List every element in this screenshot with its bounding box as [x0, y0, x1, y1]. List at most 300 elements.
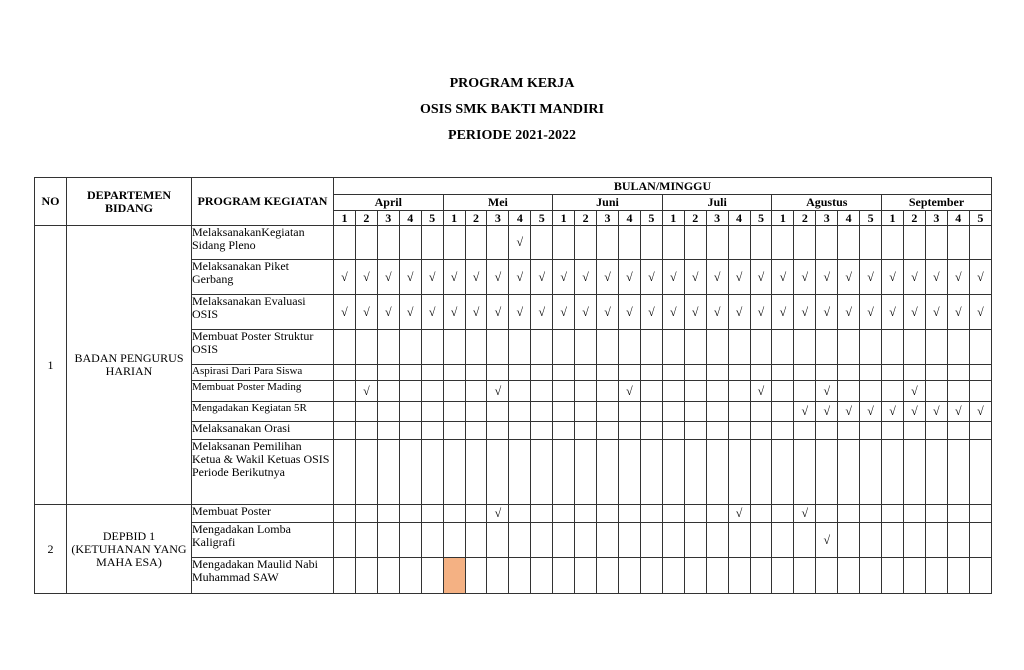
work-program-table: [34, 177, 992, 594]
week-cell: [838, 422, 860, 440]
week-cell: [355, 523, 377, 558]
week-cell: [947, 505, 969, 523]
week-cell: [794, 422, 816, 440]
week-cell: [640, 365, 662, 381]
table-row: [35, 226, 992, 260]
week-cell: [640, 523, 662, 558]
check-mark: √: [618, 381, 640, 402]
check-mark: √: [553, 295, 575, 330]
check-mark: √: [443, 295, 465, 330]
week-header: 4: [618, 211, 640, 226]
week-cell: [728, 381, 750, 402]
week-cell: [618, 330, 640, 365]
week-cell: [794, 330, 816, 365]
month-header: Agustus: [772, 195, 882, 211]
week-cell: [925, 365, 947, 381]
week-cell: [618, 226, 640, 260]
week-cell: [860, 523, 882, 558]
check-mark: √: [772, 260, 794, 295]
group-number: 2: [35, 505, 67, 594]
week-cell: [794, 523, 816, 558]
week-cell: [355, 440, 377, 505]
week-cell: [575, 440, 597, 505]
check-mark: √: [509, 295, 531, 330]
week-cell: [553, 402, 575, 422]
check-mark: √: [838, 402, 860, 422]
check-mark: √: [355, 381, 377, 402]
check-mark: √: [860, 295, 882, 330]
week-cell: [399, 422, 421, 440]
week-cell: [465, 422, 487, 440]
check-mark: √: [355, 260, 377, 295]
week-cell: [750, 558, 772, 594]
week-cell: [553, 505, 575, 523]
check-mark: √: [750, 381, 772, 402]
week-cell: [597, 523, 619, 558]
week-cell: [728, 523, 750, 558]
week-cell: [443, 505, 465, 523]
week-cell: [772, 505, 794, 523]
department-name: DEPBID 1 (KETUHANAN YANG MAHA ESA): [67, 505, 192, 594]
week-cell: [334, 422, 356, 440]
week-cell: [355, 422, 377, 440]
week-cell: [860, 226, 882, 260]
week-cell: [553, 440, 575, 505]
week-cell: [421, 402, 443, 422]
week-cell: [377, 422, 399, 440]
check-mark: √: [750, 260, 772, 295]
month-header: Juni: [553, 195, 663, 211]
week-cell: [399, 402, 421, 422]
week-cell: [377, 402, 399, 422]
week-cell: [882, 440, 904, 505]
header-bulan-minggu: BULAN/MINGGU: [334, 178, 992, 195]
week-cell: [334, 440, 356, 505]
week-header: 5: [860, 211, 882, 226]
week-cell: [684, 422, 706, 440]
week-cell: [334, 330, 356, 365]
week-cell: [531, 505, 553, 523]
program-activity: Melaksanakan Evaluasi OSIS: [192, 295, 334, 330]
week-cell: [860, 365, 882, 381]
week-cell: [882, 505, 904, 523]
week-header: 2: [794, 211, 816, 226]
week-cell: [618, 558, 640, 594]
check-mark: √: [509, 226, 531, 260]
week-cell: [860, 422, 882, 440]
week-cell: [662, 523, 684, 558]
week-header: 2: [684, 211, 706, 226]
week-cell: [640, 402, 662, 422]
week-cell: [860, 330, 882, 365]
week-cell: [925, 226, 947, 260]
check-mark: √: [838, 295, 860, 330]
week-header: 1: [443, 211, 465, 226]
week-cell: [772, 558, 794, 594]
week-cell: [443, 402, 465, 422]
week-cell: [947, 226, 969, 260]
week-cell: [684, 402, 706, 422]
check-mark: √: [334, 295, 356, 330]
check-mark: √: [925, 402, 947, 422]
week-cell: [903, 505, 925, 523]
week-cell: [903, 330, 925, 365]
week-header: 5: [640, 211, 662, 226]
week-cell: [750, 440, 772, 505]
check-mark: √: [618, 295, 640, 330]
week-cell: [553, 330, 575, 365]
check-mark: √: [816, 295, 838, 330]
check-mark: √: [597, 295, 619, 330]
week-cell: [882, 381, 904, 402]
check-mark: √: [728, 295, 750, 330]
week-cell: [487, 440, 509, 505]
week-cell: [947, 330, 969, 365]
week-cell: [618, 523, 640, 558]
group-number: 1: [35, 226, 67, 505]
week-header: 3: [597, 211, 619, 226]
week-cell: [969, 422, 991, 440]
week-cell: [487, 422, 509, 440]
week-cell: [334, 505, 356, 523]
check-mark: √: [838, 260, 860, 295]
week-header: 3: [706, 211, 728, 226]
week-cell: [640, 226, 662, 260]
week-cell: [772, 365, 794, 381]
week-cell: [465, 440, 487, 505]
week-header: 3: [816, 211, 838, 226]
week-cell: [772, 402, 794, 422]
check-mark: √: [816, 402, 838, 422]
week-cell: [969, 558, 991, 594]
week-header: 4: [399, 211, 421, 226]
check-mark: √: [947, 295, 969, 330]
week-cell: [509, 523, 531, 558]
week-cell: [421, 505, 443, 523]
week-cell: [355, 558, 377, 594]
week-cell: [465, 365, 487, 381]
week-cell: [684, 505, 706, 523]
week-cell: [334, 381, 356, 402]
week-cell: [662, 365, 684, 381]
week-cell: [838, 505, 860, 523]
week-cell: [597, 330, 619, 365]
title-line-2: OSIS SMK BAKTI MANDIRI: [420, 102, 604, 117]
week-cell: [640, 330, 662, 365]
week-cell: [772, 422, 794, 440]
check-mark: √: [465, 260, 487, 295]
week-cell: [597, 381, 619, 402]
week-cell: [553, 381, 575, 402]
week-cell: [728, 440, 750, 505]
week-cell: [355, 330, 377, 365]
week-cell: [399, 330, 421, 365]
program-activity: Aspirasi Dari Para Siswa: [192, 365, 334, 381]
week-cell: [706, 523, 728, 558]
week-header: 5: [531, 211, 553, 226]
check-mark: √: [794, 505, 816, 523]
week-cell: [465, 402, 487, 422]
week-cell: [640, 505, 662, 523]
week-cell: [487, 365, 509, 381]
check-mark: √: [925, 295, 947, 330]
week-cell: [421, 381, 443, 402]
week-cell: [925, 381, 947, 402]
week-cell: [531, 440, 553, 505]
week-cell: [706, 226, 728, 260]
check-mark: √: [882, 295, 904, 330]
week-cell: [903, 523, 925, 558]
program-activity: Melaksanan Pemilihan Ketua & Wakil Ketuas OSIS Periode Berikutnya: [192, 440, 334, 505]
week-cell: [443, 440, 465, 505]
check-mark: √: [772, 295, 794, 330]
week-cell: [465, 558, 487, 594]
week-header: 5: [750, 211, 772, 226]
week-cell: [355, 402, 377, 422]
check-mark: √: [750, 295, 772, 330]
week-cell: [509, 402, 531, 422]
week-cell: [334, 365, 356, 381]
week-cell: [509, 422, 531, 440]
week-cell: [684, 365, 706, 381]
week-cell: [706, 365, 728, 381]
check-mark: √: [794, 295, 816, 330]
check-mark: √: [706, 295, 728, 330]
check-mark: √: [925, 260, 947, 295]
week-cell: [355, 505, 377, 523]
check-mark: √: [597, 260, 619, 295]
week-cell: [750, 505, 772, 523]
week-cell: [399, 558, 421, 594]
week-header: 3: [487, 211, 509, 226]
week-cell: [531, 402, 553, 422]
check-mark: √: [728, 505, 750, 523]
program-activity: Melaksanakan Orasi: [192, 422, 334, 440]
week-header: 4: [838, 211, 860, 226]
week-cell: [750, 226, 772, 260]
week-cell: [882, 330, 904, 365]
week-cell: [816, 505, 838, 523]
week-cell: [509, 330, 531, 365]
program-activity: Melaksanakan Piket Gerbang: [192, 260, 334, 295]
program-activity: Membuat Poster Mading: [192, 381, 334, 402]
check-mark: √: [509, 260, 531, 295]
week-cell: [640, 558, 662, 594]
week-header: 5: [421, 211, 443, 226]
week-cell: [421, 365, 443, 381]
week-cell: [334, 558, 356, 594]
check-mark: √: [377, 295, 399, 330]
highlighted-cell: [443, 558, 465, 594]
week-cell: [728, 422, 750, 440]
week-cell: [662, 381, 684, 402]
week-cell: [838, 558, 860, 594]
check-mark: √: [487, 381, 509, 402]
week-cell: [575, 381, 597, 402]
week-cell: [772, 226, 794, 260]
week-cell: [882, 558, 904, 594]
title-line-1: PROGRAM KERJA: [449, 76, 575, 91]
check-mark: √: [969, 402, 991, 422]
week-cell: [618, 505, 640, 523]
week-cell: [662, 422, 684, 440]
week-cell: [618, 365, 640, 381]
program-activity: MelaksanakanKegiatan Sidang Pleno: [192, 226, 334, 260]
week-cell: [421, 330, 443, 365]
document-title: [0, 76, 1024, 154]
week-cell: [903, 226, 925, 260]
week-cell: [487, 558, 509, 594]
week-cell: [903, 558, 925, 594]
check-mark: √: [969, 260, 991, 295]
week-cell: [355, 226, 377, 260]
week-cell: [618, 402, 640, 422]
week-cell: [377, 226, 399, 260]
check-mark: √: [969, 295, 991, 330]
week-header: 2: [575, 211, 597, 226]
week-cell: [838, 523, 860, 558]
week-header: 1: [553, 211, 575, 226]
week-cell: [399, 226, 421, 260]
week-cell: [684, 381, 706, 402]
week-cell: [816, 440, 838, 505]
week-cell: [531, 365, 553, 381]
week-cell: [925, 422, 947, 440]
week-cell: [816, 365, 838, 381]
week-cell: [728, 226, 750, 260]
check-mark: √: [684, 295, 706, 330]
week-cell: [575, 523, 597, 558]
check-mark: √: [728, 260, 750, 295]
week-header: 4: [728, 211, 750, 226]
week-cell: [882, 422, 904, 440]
week-cell: [531, 330, 553, 365]
week-cell: [860, 505, 882, 523]
week-cell: [531, 226, 553, 260]
week-cell: [597, 422, 619, 440]
week-cell: [684, 440, 706, 505]
month-header: Mei: [443, 195, 553, 211]
week-cell: [882, 365, 904, 381]
week-cell: [443, 330, 465, 365]
week-cell: [816, 330, 838, 365]
week-cell: [553, 422, 575, 440]
week-cell: [531, 558, 553, 594]
week-cell: [662, 402, 684, 422]
week-header: 5: [969, 211, 991, 226]
week-cell: [597, 440, 619, 505]
week-cell: [728, 558, 750, 594]
week-cell: [597, 365, 619, 381]
check-mark: √: [903, 260, 925, 295]
month-header: September: [882, 195, 992, 211]
week-cell: [443, 365, 465, 381]
week-cell: [487, 402, 509, 422]
header-program: PROGRAM KEGIATAN: [192, 178, 334, 226]
week-cell: [575, 558, 597, 594]
week-cell: [772, 381, 794, 402]
week-cell: [706, 505, 728, 523]
week-cell: [640, 422, 662, 440]
week-cell: [509, 381, 531, 402]
week-header: 3: [925, 211, 947, 226]
week-cell: [575, 505, 597, 523]
week-cell: [882, 226, 904, 260]
week-cell: [443, 523, 465, 558]
week-cell: [465, 523, 487, 558]
week-cell: [903, 365, 925, 381]
check-mark: √: [575, 295, 597, 330]
week-cell: [334, 523, 356, 558]
check-mark: √: [399, 295, 421, 330]
week-cell: [465, 226, 487, 260]
week-header: 1: [334, 211, 356, 226]
week-cell: [750, 365, 772, 381]
week-cell: [575, 422, 597, 440]
month-header: Juli: [662, 195, 772, 211]
table-row: [35, 505, 992, 523]
week-cell: [509, 365, 531, 381]
check-mark: √: [860, 402, 882, 422]
week-cell: [838, 330, 860, 365]
week-cell: [662, 558, 684, 594]
week-cell: [334, 226, 356, 260]
week-cell: [860, 381, 882, 402]
week-cell: [947, 558, 969, 594]
program-activity: Membuat Poster: [192, 505, 334, 523]
week-cell: [750, 330, 772, 365]
week-cell: [969, 440, 991, 505]
week-cell: [794, 558, 816, 594]
week-cell: [509, 440, 531, 505]
week-cell: [377, 330, 399, 365]
week-cell: [531, 523, 553, 558]
week-cell: [860, 558, 882, 594]
week-cell: [487, 523, 509, 558]
week-cell: [618, 440, 640, 505]
week-cell: [969, 381, 991, 402]
week-cell: [597, 402, 619, 422]
week-cell: [925, 440, 947, 505]
check-mark: √: [662, 260, 684, 295]
week-cell: [772, 330, 794, 365]
week-cell: [575, 330, 597, 365]
week-cell: [947, 381, 969, 402]
check-mark: √: [355, 295, 377, 330]
week-cell: [531, 381, 553, 402]
week-cell: [969, 226, 991, 260]
week-cell: [947, 440, 969, 505]
check-mark: √: [487, 260, 509, 295]
check-mark: √: [531, 260, 553, 295]
week-cell: [838, 440, 860, 505]
week-header: 3: [377, 211, 399, 226]
week-cell: [377, 505, 399, 523]
check-mark: √: [706, 260, 728, 295]
week-cell: [575, 226, 597, 260]
title-line-3: PERIODE 2021-2022: [448, 128, 576, 143]
week-cell: [377, 523, 399, 558]
week-cell: [465, 505, 487, 523]
week-cell: [925, 330, 947, 365]
week-cell: [377, 365, 399, 381]
week-cell: [794, 226, 816, 260]
check-mark: √: [684, 260, 706, 295]
week-header: 4: [509, 211, 531, 226]
week-cell: [684, 226, 706, 260]
week-cell: [706, 440, 728, 505]
week-cell: [772, 523, 794, 558]
